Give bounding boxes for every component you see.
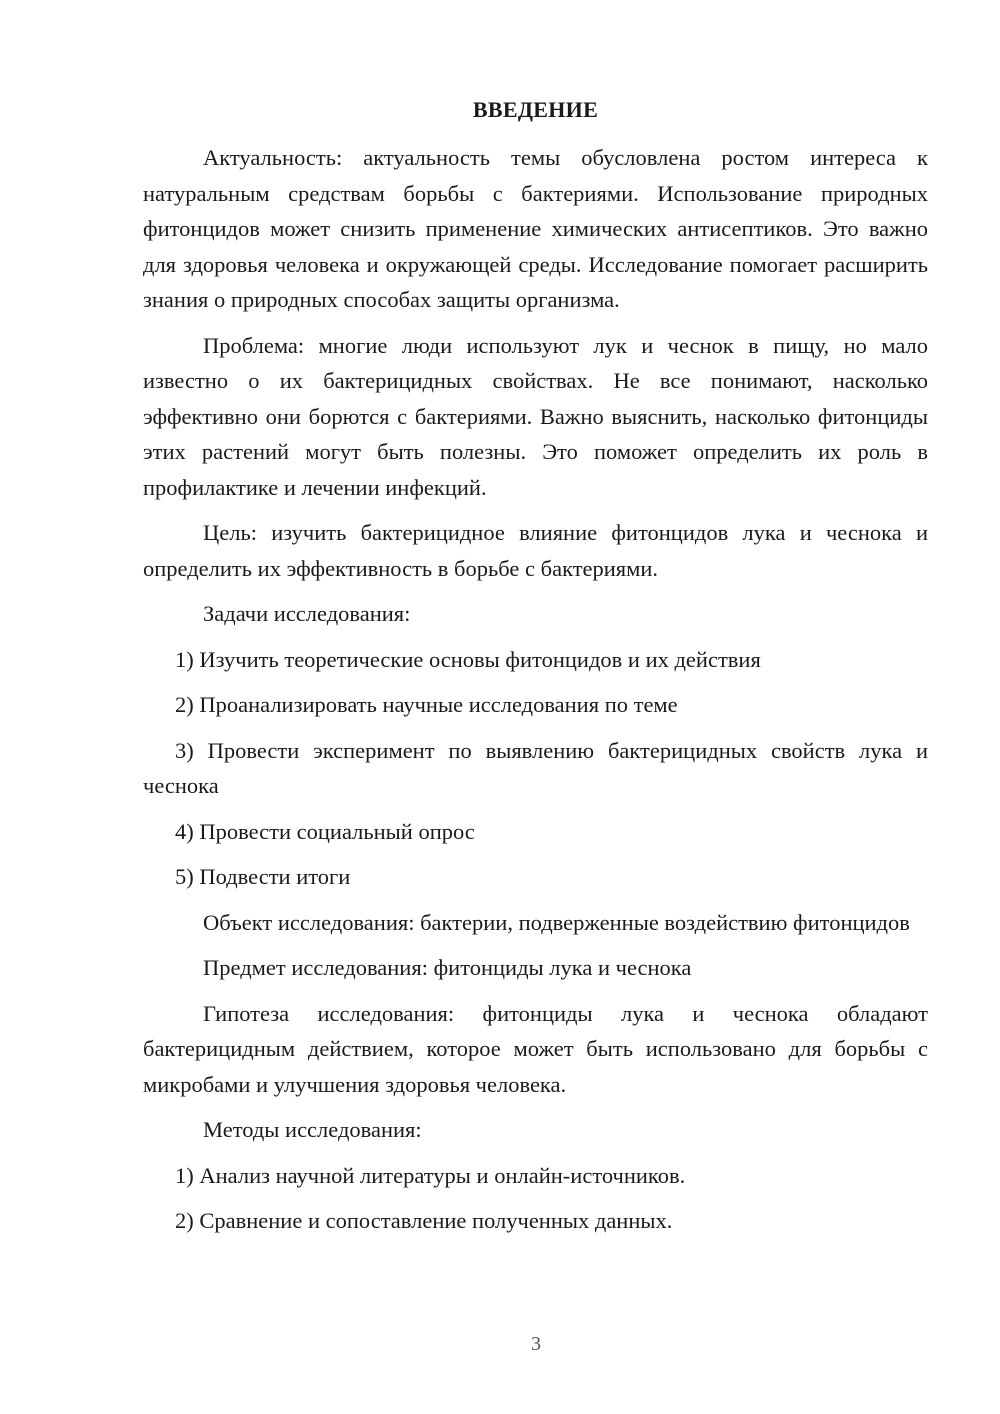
hypothesis-paragraph: Гипотеза исследования: фитонциды лука и чеснока обладают бактерицидным действием, которое может быть использовано для борьбы с микробами и улучшения здоровья человека. (143, 1000, 928, 1097)
page-content (143, 94, 928, 1249)
page-number: 3 (531, 1333, 541, 1355)
problem-paragraph: Проблема: многие люди используют лук и чеснок в пищу, но мало известно о их бактерицидных свойствах. Не все понимают, насколько эффективно они борются с бактериями. Важно выяснить, насколько фитонциды этих растений могут быть полезны. Это поможет определить их роль в профилактике и лечении инфекций. (143, 332, 928, 500)
tasks-heading: Задачи исследования: (203, 601, 411, 626)
task-item: 1) Изучить теоретические основы фитонцидов и их действия (175, 646, 761, 672)
relevance-paragraph: Актуальность: актуальность темы обусловлена ростом интереса к натуральным средствам борьбы с бактериями. Использование природных фитонцидов может снизить применение химических антисептиков. Это важно для здоровья человека и окружающей среды. Исследование помогает расширить знания о природных способах защиты организма. (143, 145, 928, 312)
task-item: 5) Подвести итоги (175, 864, 351, 889)
task-item: 3) Провести эксперимент по выявлению бактерицидных свойств лука и чеснока (143, 737, 928, 798)
methods-list (143, 1158, 928, 1239)
tasks-list (143, 642, 928, 895)
methods-heading: Методы исследования: (203, 1117, 422, 1142)
object-paragraph: Объект исследования: бактерии, подверженные воздействию фитонцидов (203, 909, 910, 935)
method-item: 2) Сравнение и сопоставление полученных данных. (175, 1208, 673, 1233)
page-title: ВВЕДЕНИЕ (472, 97, 599, 122)
task-item: 4) Провести социальный опрос (175, 818, 475, 844)
goal-paragraph: Цель: изучить бактерицидное влияние фитонцидов лука и чеснока и определить их эффективность в борьбе с бактериями. (143, 520, 928, 581)
subject-paragraph: Предмет исследования: фитонциды лука и чеснока (203, 955, 692, 980)
task-item: 2) Проанализировать научные исследования по теме (175, 692, 678, 717)
method-item: 1) Анализ научной литературы и онлайн-источников. (175, 1162, 686, 1188)
